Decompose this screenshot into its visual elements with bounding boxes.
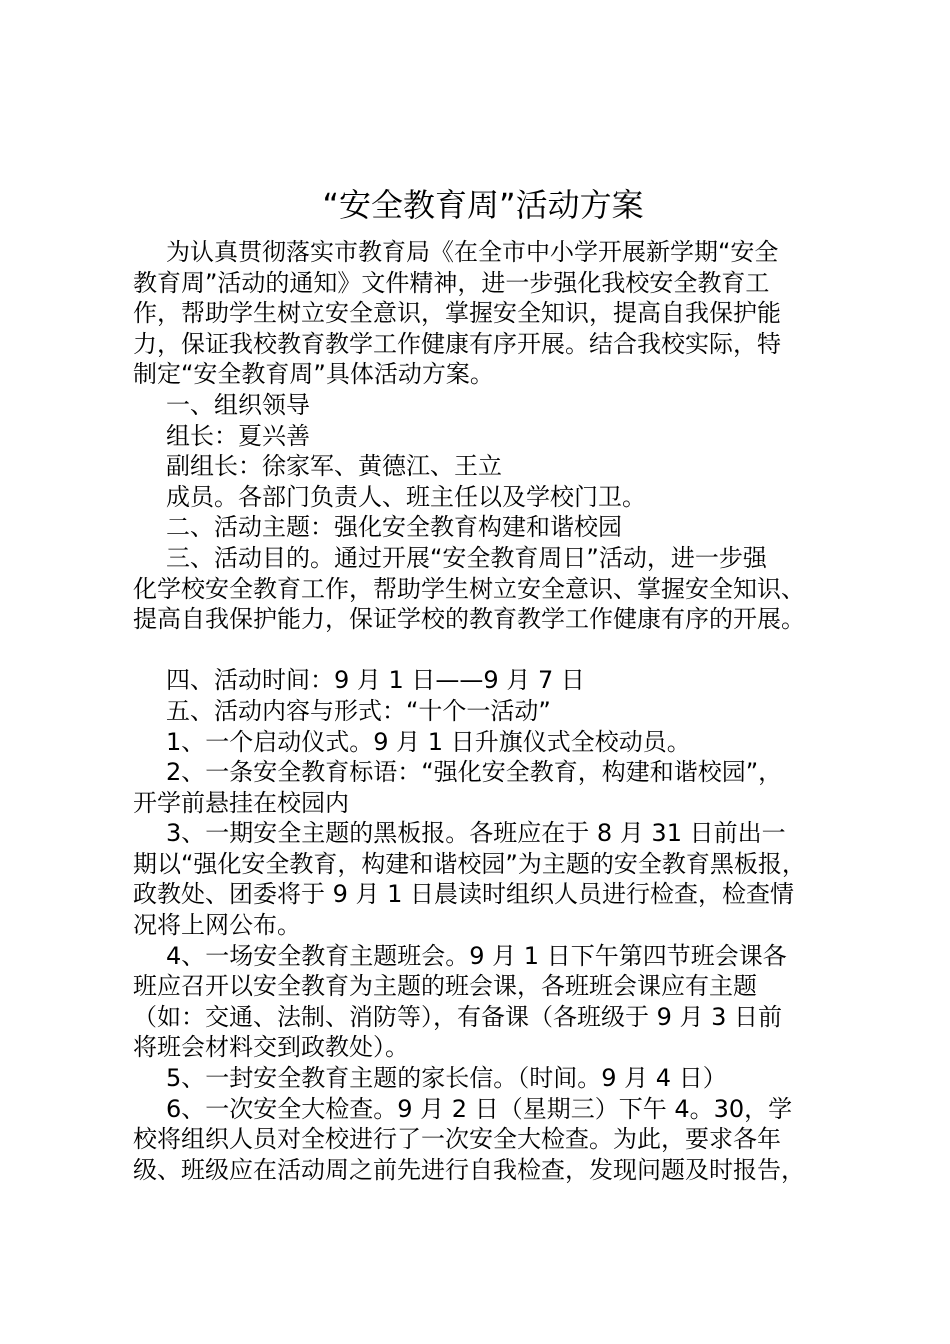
paragraph-line: 3、一期安全主题的黑板报。各班应在于 8 月 31 日前出一 — [166, 819, 786, 848]
paragraph-line — [133, 635, 833, 666]
paragraph-line: 级、班级应在活动周之前先进行自我检查，发现问题及时报告， — [133, 1155, 805, 1184]
paragraph-line: 组长：夏兴善 — [166, 421, 310, 450]
paragraph-line: （如：交通、法制、消防等），有备课（各班级于 9 月 3 日前 — [133, 1002, 783, 1031]
paragraph-line: 力，保证我校教育教学工作健康有序开展。结合我校实际，特 — [133, 329, 781, 358]
paragraph-line: 4、一场安全教育主题班会。9 月 1 日下午第四节班会课各 — [166, 941, 787, 970]
paragraph-line: 2、一条安全教育标语：“强化安全教育，构建和谐校园”， — [166, 758, 783, 787]
paragraph-line: 四、活动时间：9 月 1 日——9 月 7 日 — [166, 666, 585, 695]
paragraph-line: 提高自我保护能力，保证学校的教育教学工作健康有序的开展。 — [133, 605, 805, 634]
paragraph-line: 制定“安全教育周”具体活动方案。 — [133, 360, 494, 389]
paragraph-line: 校将组织人员对全校进行了一次安全大检查。为此，要求各年 — [133, 1125, 781, 1154]
paragraph-line: 6、一次安全大检查。9 月 2 日（星期三）下午 4。30，学 — [166, 1094, 793, 1123]
paragraph-line: 成员。各部门负责人、班主任以及学校门卫。 — [166, 482, 646, 511]
document-title: “安全教育周”活动方案 — [322, 186, 644, 224]
paragraph-line: 一、组织领导 — [166, 390, 310, 419]
paragraph-line: 将班会材料交到政教处）。 — [133, 1033, 409, 1062]
paragraph-line: 五、活动内容与形式：“十个一活动” — [166, 696, 551, 725]
paragraph-line: 5、一封安全教育主题的家长信。（时间。9 月 4 日） — [166, 1064, 727, 1093]
paragraph-line: 副组长：徐家军、黄德江、王立 — [166, 452, 502, 481]
paragraph-line: 作，帮助学生树立安全意识，掌握安全知识，提高自我保护能 — [133, 299, 781, 328]
paragraph-line: 开学前悬挂在校园内 — [133, 788, 349, 817]
paragraph-line: 为认真贯彻落实市教育局《在全市中小学开展新学期“安全 — [166, 238, 779, 266]
paragraph-line: 1、一个启动仪式。9 月 1 日升旗仪式全校动员。 — [166, 727, 691, 756]
paragraph-line: 化学校安全教育工作，帮助学生树立安全意识、掌握安全知识、 — [133, 574, 805, 603]
paragraph-line: 三、活动目的。通过开展“安全教育周日”活动，进一步强 — [166, 543, 767, 572]
paragraph-line: 二、活动主题：强化安全教育构建和谐校园 — [166, 513, 622, 542]
paragraph-line: 班应召开以安全教育为主题的班会课，各班班会课应有主题 — [133, 972, 757, 1001]
paragraph-line: 况将上网公布。 — [133, 911, 301, 940]
document-body — [133, 237, 833, 1185]
paragraph-line: 政教处、团委将于 9 月 1 日晨读时组织人员进行检查，检查情 — [133, 880, 795, 909]
paragraph-line: 教育周”活动的通知》文件精神，进一步强化我校安全教育工 — [133, 268, 770, 297]
paragraph-line: 期以“强化安全教育，构建和谐校园”为主题的安全教育黑板报， — [133, 849, 806, 878]
